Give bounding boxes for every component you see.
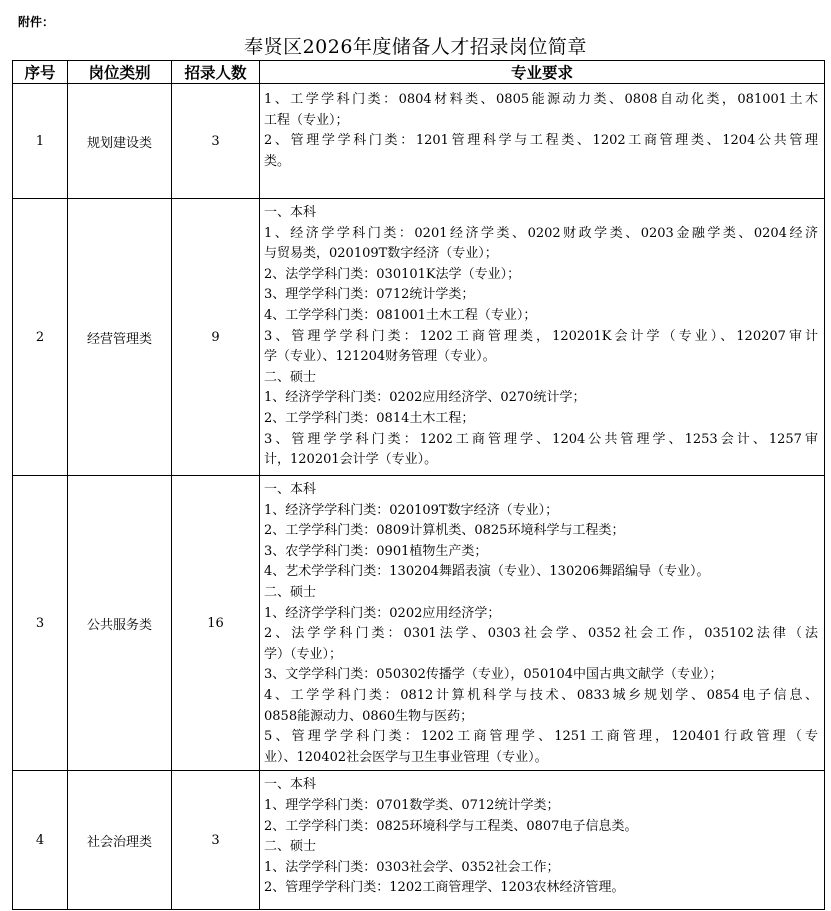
row-seq: 3 bbox=[13, 476, 68, 771]
row-category: 规划建设类 bbox=[68, 84, 172, 199]
requirement-line: 1、经济学学科门类：0202应用经济学； bbox=[264, 605, 501, 621]
header-requirements: 专业要求 bbox=[260, 61, 825, 84]
requirement-line: 4、艺术学学科门类：130204舞蹈表演（专业）、130206舞蹈编导（专业）。 bbox=[264, 564, 710, 580]
requirement-line: 2、工学学科门类：0825环境科学与工程类、0807电子信息类。 bbox=[264, 818, 638, 834]
requirement-line: 3、文学学科门类：050302传播学（专业），050104中国古典文献学（专业）； bbox=[264, 667, 723, 683]
requirement-line: 1、理学学科门类：0701数学类、0712统计学类； bbox=[264, 797, 560, 813]
row-seq: 4 bbox=[13, 771, 68, 910]
row-category: 公共服务类 bbox=[68, 476, 172, 771]
requirement-line: 一、本科 bbox=[264, 205, 317, 220]
row-seq: 2 bbox=[13, 199, 68, 476]
page-title: 奉贤区2026年度储备人才招录岗位简章 bbox=[244, 36, 587, 58]
requirement-line: 学（专业）、121204财务管理（专业）。 bbox=[264, 349, 496, 365]
row-category: 社会治理类 bbox=[68, 771, 172, 910]
row-count: 16 bbox=[172, 476, 260, 771]
row-requirements bbox=[260, 771, 825, 910]
requirement-line: 工程（专业）； bbox=[264, 112, 349, 128]
requirement-line: 二、硕士 bbox=[264, 584, 317, 600]
requirement-line: 二、硕士 bbox=[264, 839, 317, 855]
requirement-line: 3、农学学科门类：0901植物生产类； bbox=[264, 543, 488, 559]
row-count: 3 bbox=[172, 771, 260, 910]
requirement-line: 1、经济学学科门类：020109T数字经济（专业）； bbox=[264, 502, 559, 518]
row-count: 3 bbox=[172, 84, 260, 199]
row-category: 经营管理类 bbox=[68, 199, 172, 476]
header-count: 招录人数 bbox=[172, 61, 260, 84]
row-seq: 1 bbox=[13, 84, 68, 199]
header-category: 岗位类别 bbox=[68, 61, 172, 84]
requirement-line: 一、本科 bbox=[264, 777, 317, 793]
attachment-label: 附件： bbox=[18, 15, 55, 29]
table-row bbox=[13, 199, 825, 476]
requirement-line: 3、管理学学科门类：1202工商管理类，120201K会计学（专业）、120207审计 bbox=[264, 328, 818, 344]
requirement-line: 计，120201会计学（专业）。 bbox=[264, 452, 438, 468]
requirement-line: 2、工学学科门类：0809计算机类、0825环境科学与工程类； bbox=[264, 523, 625, 539]
table-header-row bbox=[13, 61, 825, 84]
row-requirements bbox=[260, 476, 825, 771]
requirement-line: 二、硕士 bbox=[264, 369, 317, 385]
requirement-line: 类。 bbox=[264, 153, 291, 169]
requirement-line: 2、法学学科门类：0301法学、0303社会学、0352社会工作，035102法律（法 bbox=[264, 626, 818, 642]
requirement-line: 1、法学学科门类：0303社会学、0352社会工作； bbox=[264, 859, 560, 875]
table-row bbox=[13, 476, 825, 771]
requirement-line: 2、工学学科门类：0814土木工程； bbox=[264, 410, 475, 426]
header-seq: 序号 bbox=[13, 61, 68, 84]
table-row bbox=[13, 771, 825, 910]
requirement-line: 0858能源动力、0860生物与医药； bbox=[264, 708, 474, 724]
requirement-line: 5、管理学学科门类：1202工商管理学、1251工商管理，120401行政管理（专 bbox=[264, 729, 818, 745]
requirement-line: 1、经济学学科门类：0202应用经济学、0270统计学； bbox=[264, 390, 586, 406]
requirement-line: 2、法学学科门类：030101K法学（专业）； bbox=[264, 266, 521, 282]
requirement-line: 3、管理学学科门类：1202工商管理学、1204公共管理学、1253会计、1257审 bbox=[264, 431, 818, 447]
requirement-line: 学）（专业）； bbox=[264, 646, 343, 662]
requirement-line: 4、工学学科门类：081001土木工程（专业）； bbox=[264, 307, 537, 323]
requirement-line: 1、工学学科门类：0804材料类、0805能源动力类、0808自动化类，081001土木 bbox=[264, 92, 818, 107]
requirement-line: 2、管理学学科门类：1202工商管理学、1203农林经济管理。 bbox=[264, 880, 625, 896]
requirement-line: 3、理学学科门类：0712统计学类； bbox=[264, 287, 475, 303]
requirement-line: 2、管理学学科门类：1201管理科学与工程类、1202工商管理类、1204公共管理 bbox=[264, 133, 818, 149]
table-row bbox=[13, 84, 825, 199]
row-count: 9 bbox=[172, 199, 260, 476]
positions-table bbox=[12, 60, 825, 910]
requirement-line: 4、工学学科门类：0812计算机科学与技术、0833城乡规划学、0854电子信息、 bbox=[264, 687, 818, 703]
row-requirements bbox=[260, 84, 825, 199]
requirement-line: 与贸易类，020109T数字经济（专业）； bbox=[264, 246, 498, 262]
requirement-line: 1、经济学学科门类：0201经济学类、0202财政学类、0203金融学类、0204经济 bbox=[264, 225, 818, 241]
requirement-line: 业）、120402社会医学与卫生事业管理（专业）。 bbox=[264, 749, 548, 765]
requirement-line: 一、本科 bbox=[264, 482, 317, 497]
row-requirements bbox=[260, 199, 825, 476]
